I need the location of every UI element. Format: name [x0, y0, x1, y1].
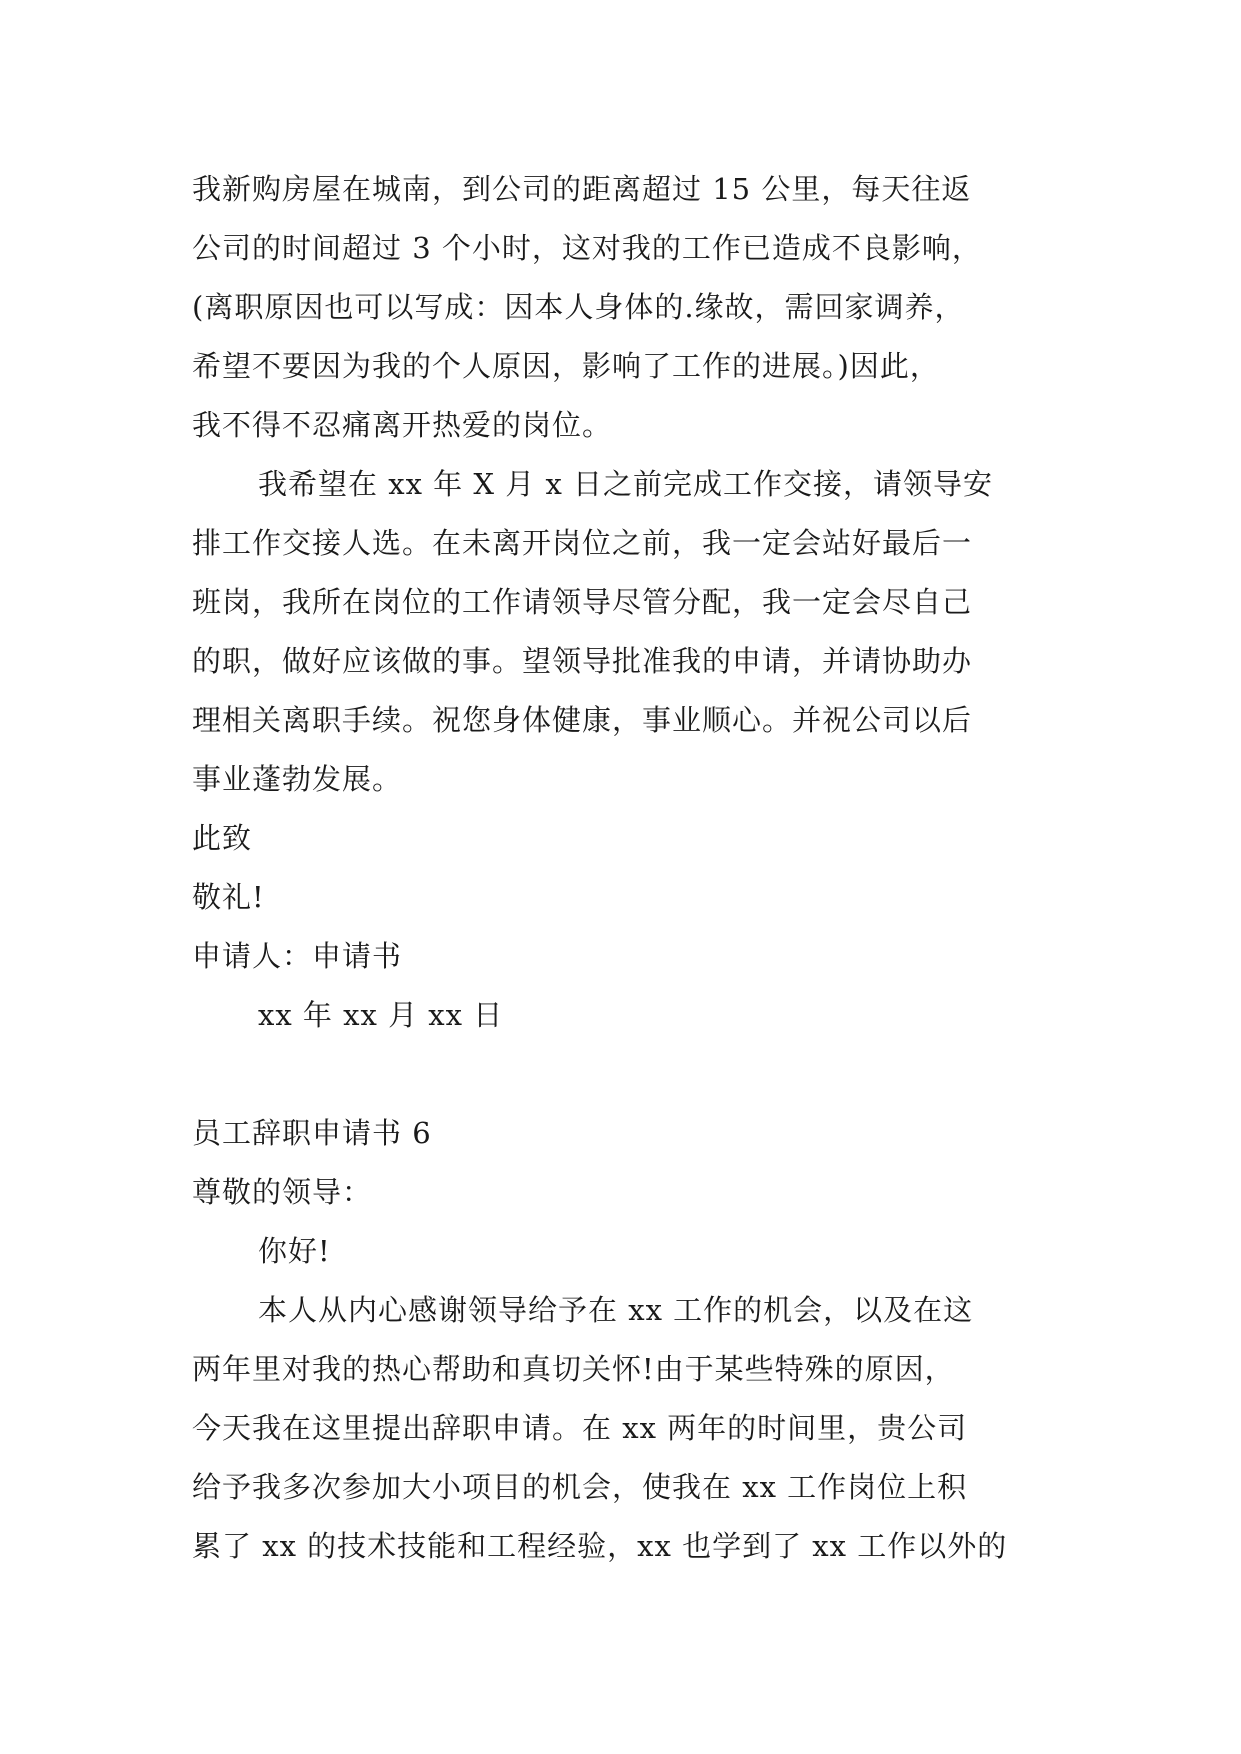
- para1-line-3: (离职原因也可以写成：因本人身体的.缘故，需回家调养，: [192, 290, 965, 324]
- para1-line-2: 公司的时间超过 3 个小时，这对我的工作已造成不良影响，: [192, 231, 982, 265]
- applicant-line: 申请人：申请书: [192, 939, 403, 973]
- para3-line-2: 两年里对我的热心帮助和真切关怀!由于某些特殊的原因，: [192, 1352, 955, 1386]
- para1-line-4: 希望不要因为我的个人原因，影响了工作的进展。)因此，: [192, 349, 940, 383]
- para3-line-4: 给予我多次参加大小项目的机会，使我在 xx 工作岗位上积: [192, 1470, 968, 1504]
- para2-line-2: 排工作交接人选。在未离开岗位之前，我一定会站好最后一: [192, 526, 973, 560]
- salute-text: 敬礼!: [192, 880, 265, 914]
- para2-line-1: 我希望在 xx 年 X 月 x 日之前完成工作交接，请领导安: [258, 467, 994, 501]
- hello-text: 你好!: [258, 1234, 331, 1268]
- greeting-recipient: 尊敬的领导：: [192, 1175, 373, 1209]
- para2-line-6: 事业蓬勃发展。: [192, 762, 403, 796]
- date-line: xx 年 xx 月 xx 日: [258, 998, 504, 1032]
- closing-text: 此致: [192, 821, 253, 855]
- document-body: [192, 160, 1072, 1576]
- blank-line: [192, 1045, 1072, 1104]
- para1-line-5: 我不得不忍痛离开热爱的岗位。: [192, 408, 613, 442]
- para3-line-3: 今天我在这里提出辞职申请。在 xx 两年的时间里，贵公司: [192, 1411, 968, 1445]
- para2-line-4: 的职，做好应该做的事。望领导批准我的申请，并请协助办: [192, 644, 973, 678]
- para3-line-1: 本人从内心感谢领导给予在 xx 工作的机会，以及在这: [258, 1293, 974, 1327]
- para3-line-5: 累了 xx 的技术技能和工程经验，xx 也学到了 xx 工作以外的: [192, 1529, 1008, 1563]
- section-title: 员工辞职申请书 6: [192, 1116, 432, 1150]
- para2-line-5: 理相关离职手续。祝您身体健康，事业顺心。并祝公司以后: [192, 703, 973, 737]
- para1-line-1: 我新购房屋在城南，到公司的距离超过 15 公里，每天往返: [192, 172, 972, 206]
- para2-line-3: 班岗，我所在岗位的工作请领导尽管分配，我一定会尽自己: [192, 585, 973, 619]
